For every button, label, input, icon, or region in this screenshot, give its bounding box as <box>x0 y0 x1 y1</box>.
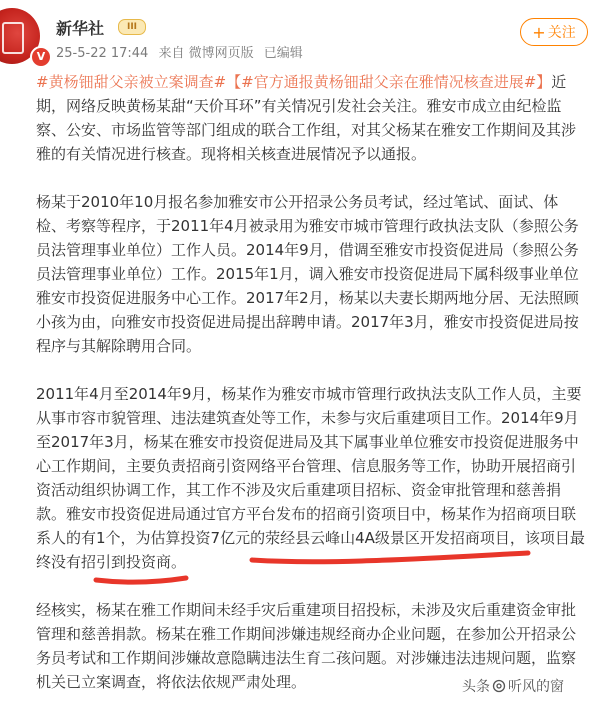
verified-badge-icon: V <box>30 46 52 68</box>
hashtag-link[interactable]: #黄杨钿甜父亲被立案调查# <box>36 73 227 91</box>
plus-icon: + <box>532 22 546 42</box>
follow-button[interactable] <box>520 18 588 46</box>
post-paragraph: 经核实，杨某在雅工作期间未经手灾后重建项目招投标，未涉及灾后重建资金审批管理和慈善捐款。杨某在雅工作期间涉嫌违规经商办企业问题，在参加公开招录公务员考试和工作期间涉嫌故意隐瞒违法生育二孩问题。对涉嫌违法违规问题，监察机关已立案调查，将依法依规严肃处理。 <box>36 601 577 691</box>
post-paragraph: 2011年4月至2014年9月，杨某作为雅安市城市管理行政执法支队工作人员，主要从事市容市貌管理、违法建筑查处等工作，未参与灾后重建项目工作。2014年9月至2017年3月，杨某在雅安市投资促进局及其下属事业单位雅安市投资促进服务中心工作期间，主要负责招商引资网络平台管理、信息服务等工作，协助开展招商引资活动组织协调工作，其工作不涉及灾后重建项目招标、资金审批管理和慈善捐款。雅安市投资促进局通过官方平台发布的招商引资项目中，杨某作为招商项目联系人的有1个，为估算投资7亿元的荥经县云峰山4A级景区开发招商项目，该项目最终没有招引到投资商。 <box>36 385 585 571</box>
paragraph-text: 近期，网络反映黄杨某甜“天价耳环”有关情况引发社会关注。雅安市成立由纪检监察、公安、市场监管等部门组成的联合工作组，对其父杨某在雅安工作期间及其涉雅的有关情况进行核查。现将相关核查进展情况予以通报。 <box>36 73 577 163</box>
watermark-platform: 头条 <box>462 679 490 695</box>
post-timestamp[interactable]: 25-5-22 17:44 <box>56 46 149 61</box>
post-source: 来自 微博网页版 <box>158 46 254 61</box>
post-paragraph <box>36 70 586 166</box>
post-header <box>0 0 600 80</box>
at-icon <box>492 679 506 693</box>
vip-level-badge[interactable]: III <box>118 19 146 35</box>
hashtag-link[interactable]: 【#官方通报黄杨钿甜父亲在雅情况核查进展#】 <box>226 73 552 91</box>
post-meta <box>56 42 309 61</box>
account-name[interactable]: 新华社 <box>56 19 105 38</box>
source-watermark <box>462 676 564 696</box>
post-paragraph: 杨某于2010年10月报名参加雅安市公开招录公务员考试，经过笔试、面试、体检、考察等程序，于2011年4月被录用为雅安市城市管理行政执法支队（参照公务员法管理事业单位）工作人员。2014年9月，借调至雅安市投资促进局（参照公务员法管理事业单位）工作。2015年1月，调入雅安市投资促进局下属科级事业单位雅安市投资促进服务中心工作。2017年2月，杨某以夫妻长期两地分居、无法照顾小孩为由，向雅安市投资促进局提出辞聘申请。2017年3月，雅安市投资促进局按程序与其解除聘用合同。 <box>36 193 579 355</box>
avatar-emblem-icon <box>2 22 24 54</box>
follow-label: 关注 <box>547 25 576 41</box>
edited-label[interactable]: 已编辑 <box>263 46 303 61</box>
watermark-author: 听风的窗 <box>508 679 564 695</box>
